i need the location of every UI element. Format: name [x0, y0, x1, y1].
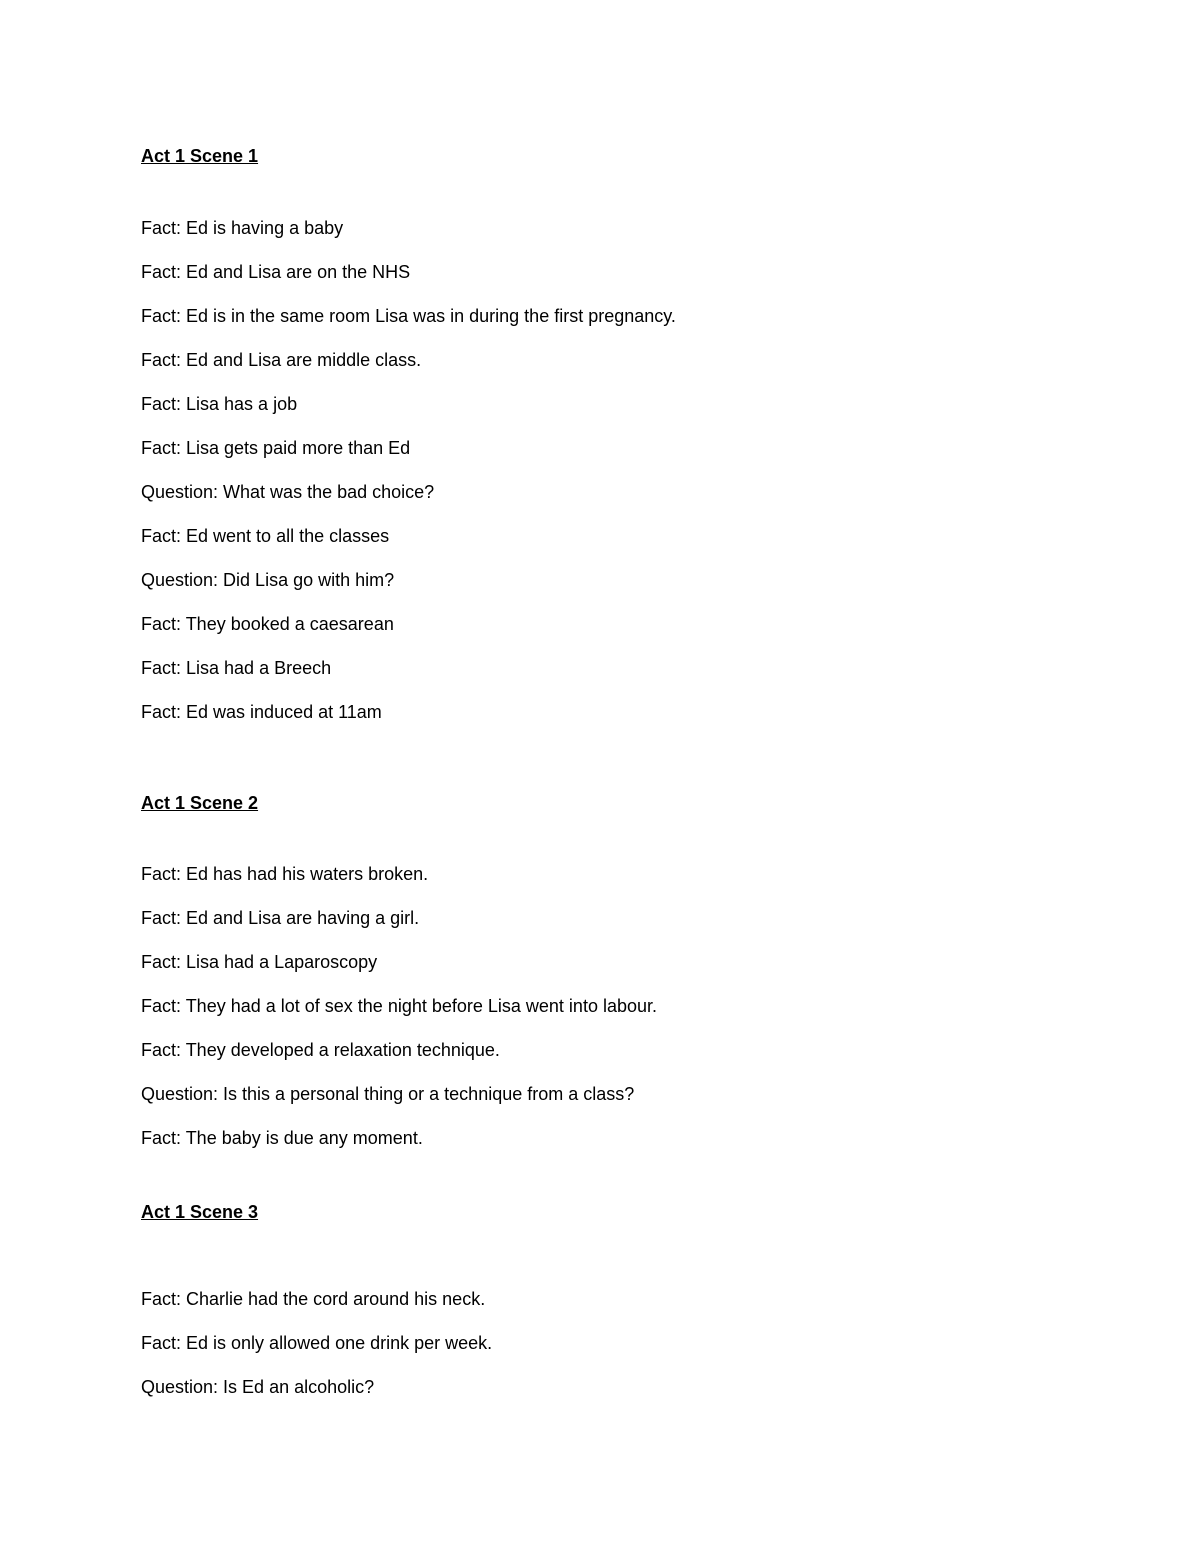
item-text: Ed is in the same room Lisa was in during the first pregnancy. [181, 306, 676, 326]
list-item [141, 995, 657, 1039]
list-item [141, 305, 676, 349]
item-text: Ed has had his waters broken. [181, 864, 429, 884]
list-item [141, 701, 676, 745]
item-label: Fact: [141, 702, 182, 722]
section-heading: Act 1 Scene 2 [141, 793, 259, 813]
item-text: Ed was induced at 11am [181, 702, 382, 722]
list-item [141, 481, 676, 525]
list-item [141, 349, 676, 393]
item-text: The baby is due any moment. [181, 1128, 423, 1148]
item-label: Fact: [141, 614, 182, 634]
fact-list [141, 1288, 492, 1420]
fact-list [141, 217, 676, 745]
item-label: Fact: [141, 306, 182, 326]
list-item [141, 1376, 492, 1420]
item-text: Lisa had a Breech [181, 658, 332, 678]
list-item [141, 907, 657, 951]
item-label: Question: [141, 570, 219, 590]
list-item [141, 261, 676, 305]
item-text: Is Ed an alcoholic? [218, 1377, 375, 1397]
item-label: Fact: [141, 1040, 182, 1060]
item-label: Fact: [141, 658, 182, 678]
item-text: Ed and Lisa are on the NHS [181, 262, 411, 282]
item-text: Ed is having a baby [181, 218, 344, 238]
list-item [141, 569, 676, 613]
item-label: Fact: [141, 218, 182, 238]
item-text: Lisa had a Laparoscopy [181, 952, 378, 972]
item-text: Ed and Lisa are middle class. [181, 350, 422, 370]
section-heading: Act 1 Scene 3 [141, 1202, 259, 1222]
item-text: Charlie had the cord around his neck. [181, 1289, 486, 1309]
list-item [141, 437, 676, 481]
item-label: Fact: [141, 908, 182, 928]
item-label: Fact: [141, 996, 182, 1016]
item-text: They developed a relaxation technique. [181, 1040, 500, 1060]
list-item [141, 525, 676, 569]
list-item [141, 1083, 657, 1127]
list-item [141, 1288, 492, 1332]
list-item [141, 613, 676, 657]
item-text: Did Lisa go with him? [218, 570, 395, 590]
list-item [141, 1127, 657, 1171]
list-item [141, 657, 676, 701]
item-text: Is this a personal thing or a technique from a class? [218, 1084, 635, 1104]
list-item [141, 951, 657, 995]
section-heading: Act 1 Scene 1 [141, 146, 259, 166]
fact-list [141, 863, 657, 1171]
item-label: Fact: [141, 952, 182, 972]
list-item [141, 863, 657, 907]
item-label: Fact: [141, 438, 182, 458]
item-text: What was the bad choice? [218, 482, 435, 502]
item-text: Lisa gets paid more than Ed [181, 438, 411, 458]
item-label: Fact: [141, 1289, 182, 1309]
list-item [141, 1332, 492, 1376]
list-item [141, 217, 676, 261]
item-label: Fact: [141, 350, 182, 370]
item-label: Fact: [141, 1128, 182, 1148]
item-text: Ed is only allowed one drink per week. [181, 1333, 493, 1353]
list-item [141, 1039, 657, 1083]
item-text: Ed went to all the classes [181, 526, 390, 546]
section-act1-scene2 [141, 792, 1041, 1148]
item-label: Question: [141, 1084, 219, 1104]
list-item [141, 393, 676, 437]
section-act1-scene3 [141, 1201, 1041, 1397]
item-text: Lisa has a job [181, 394, 298, 414]
item-label: Question: [141, 482, 219, 502]
item-label: Fact: [141, 1333, 182, 1353]
item-label: Fact: [141, 864, 182, 884]
item-text: Ed and Lisa are having a girl. [181, 908, 420, 928]
section-act1-scene1 [141, 145, 1041, 722]
item-label: Question: [141, 1377, 219, 1397]
item-text: They had a lot of sex the night before Lisa went into labour. [181, 996, 657, 1016]
item-label: Fact: [141, 394, 182, 414]
item-label: Fact: [141, 526, 182, 546]
item-text: They booked a caesarean [181, 614, 394, 634]
item-label: Fact: [141, 262, 182, 282]
